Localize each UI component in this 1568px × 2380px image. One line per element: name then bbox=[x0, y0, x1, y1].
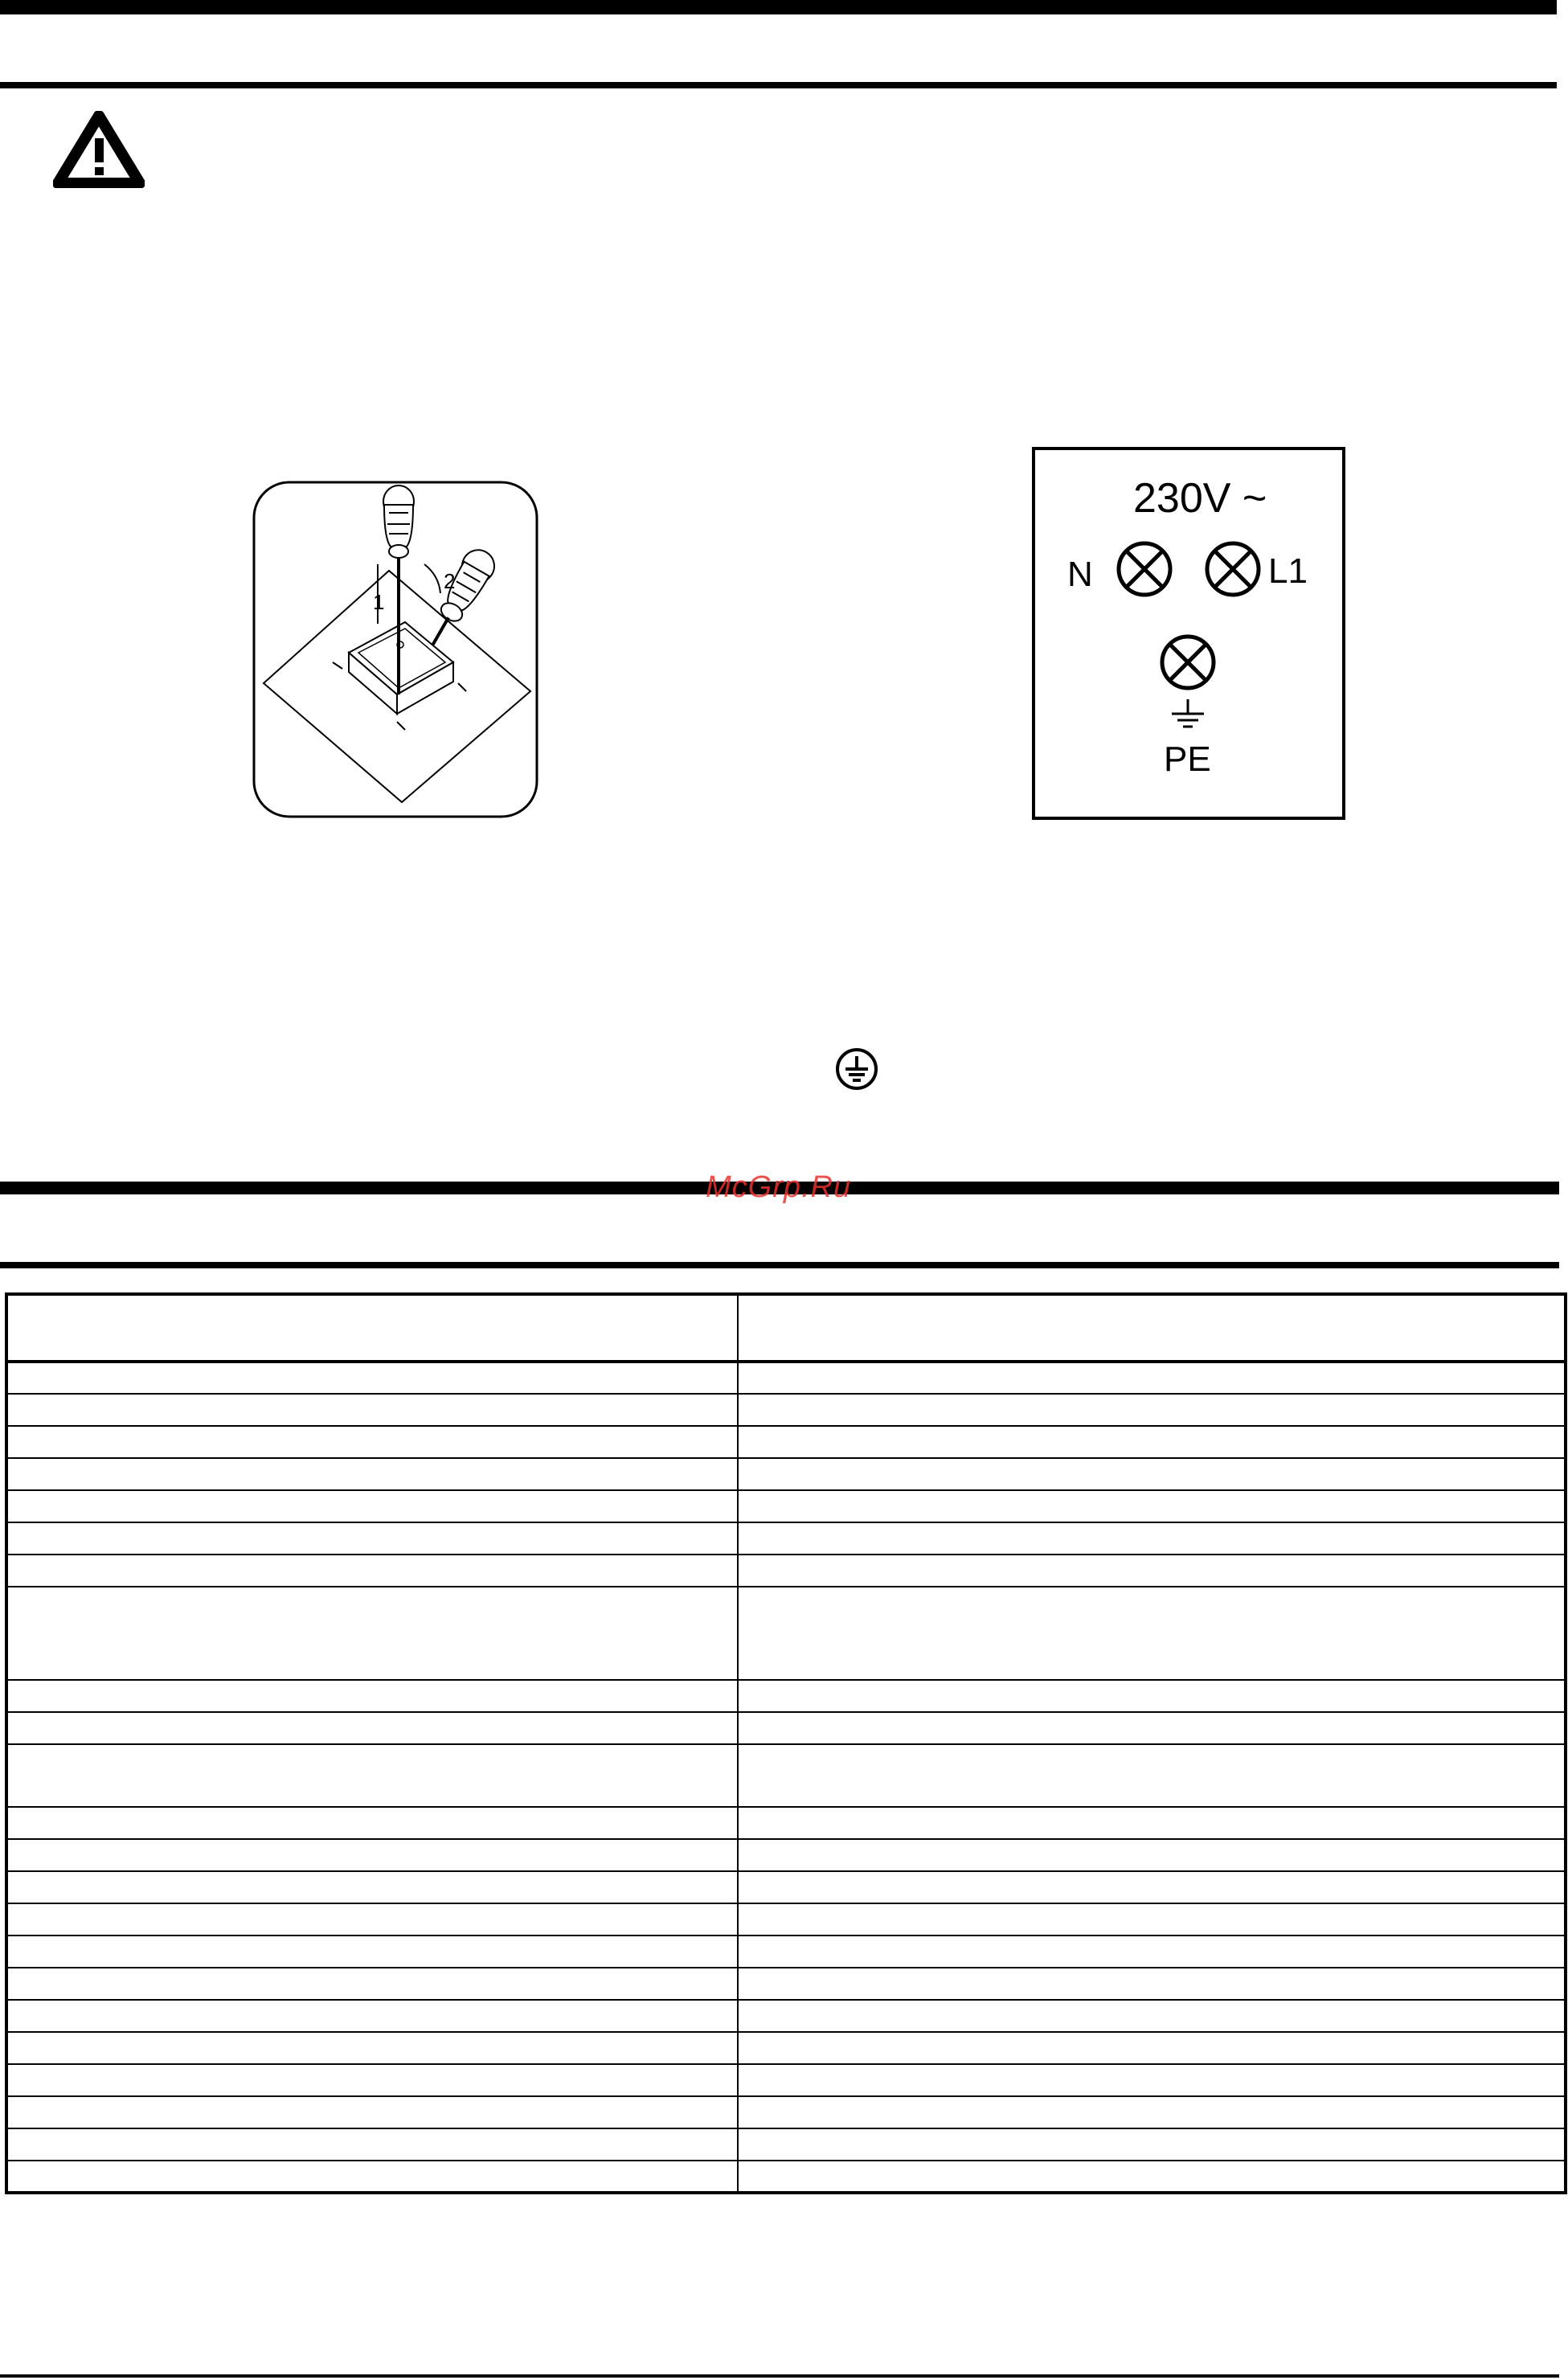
table-cell bbox=[738, 1936, 1566, 1968]
table-cell bbox=[738, 1490, 1566, 1522]
table-cell bbox=[6, 1903, 738, 1936]
illustration-step-1: 1 bbox=[373, 590, 385, 614]
table-row bbox=[6, 1522, 1566, 1555]
spec-table bbox=[5, 1292, 1567, 2194]
table-cell bbox=[738, 2064, 1566, 2096]
table-cell bbox=[738, 2128, 1566, 2161]
table-cell bbox=[6, 1936, 738, 1968]
table-cell bbox=[6, 1490, 738, 1522]
neutral-terminal-icon bbox=[1116, 540, 1173, 598]
table-row bbox=[6, 1587, 1566, 1680]
spec-table-body bbox=[6, 1294, 1566, 2193]
table-cell bbox=[6, 1744, 738, 1807]
table-row bbox=[6, 2128, 1566, 2161]
table-row bbox=[6, 2000, 1566, 2032]
table-cell bbox=[6, 2096, 738, 2128]
table-row bbox=[6, 1968, 1566, 2000]
table-cell bbox=[6, 1587, 738, 1680]
neutral-label: N bbox=[1067, 555, 1093, 594]
earth-label: PE bbox=[1164, 739, 1211, 779]
table-row bbox=[6, 2032, 1566, 2064]
table-cell bbox=[6, 1555, 738, 1587]
table-cell bbox=[738, 2000, 1566, 2032]
table-cell bbox=[6, 1362, 738, 1394]
table-cell bbox=[738, 1968, 1566, 2000]
table-cell bbox=[6, 1712, 738, 1744]
table-cell bbox=[6, 1522, 738, 1555]
header-rule bbox=[0, 82, 1557, 88]
table-cell bbox=[6, 2000, 738, 2032]
table-cell bbox=[6, 2064, 738, 2096]
table-cell bbox=[6, 2032, 738, 2064]
table-row bbox=[6, 2096, 1566, 2128]
table-row bbox=[6, 1839, 1566, 1871]
table-cell bbox=[738, 1458, 1566, 1490]
table-cell bbox=[6, 2161, 738, 2193]
table-cell bbox=[738, 2032, 1566, 2064]
table-row bbox=[6, 1903, 1566, 1936]
table-cell bbox=[738, 1903, 1566, 1936]
table-cell bbox=[738, 1712, 1566, 1744]
earth-terminal-icon bbox=[1159, 633, 1217, 691]
table-row bbox=[6, 1871, 1566, 1903]
table-row bbox=[6, 1936, 1566, 1968]
table-cell bbox=[6, 1394, 738, 1426]
table-row bbox=[6, 1680, 1566, 1712]
line-label: L1 bbox=[1268, 551, 1308, 591]
table-cell bbox=[738, 1522, 1566, 1555]
table-cell bbox=[6, 1968, 738, 2000]
table-row bbox=[6, 1490, 1566, 1522]
table-cell bbox=[6, 2128, 738, 2161]
table-row bbox=[6, 2161, 1566, 2193]
table-cell bbox=[738, 2161, 1566, 2193]
table-cell bbox=[6, 1458, 738, 1490]
table-row bbox=[6, 1426, 1566, 1458]
protective-earth-icon bbox=[834, 1047, 879, 1092]
table-row bbox=[6, 2064, 1566, 2096]
table-cell bbox=[738, 1587, 1566, 1680]
section-rule-bottom bbox=[0, 1262, 1559, 1268]
top-rule bbox=[0, 0, 1557, 14]
table-cell bbox=[738, 1362, 1566, 1394]
footer-rule bbox=[0, 2374, 1559, 2378]
line-terminal-icon bbox=[1204, 540, 1262, 598]
illustration-step-2: 2 bbox=[444, 569, 456, 593]
installation-illustration bbox=[252, 481, 538, 818]
table-row bbox=[6, 1458, 1566, 1490]
table-cell bbox=[738, 1871, 1566, 1903]
warning-icon bbox=[53, 111, 145, 188]
table-cell bbox=[6, 1680, 738, 1712]
table-cell bbox=[738, 1294, 1566, 1362]
table-row bbox=[6, 1712, 1566, 1744]
table-row bbox=[6, 1394, 1566, 1426]
table-header-row bbox=[6, 1294, 1566, 1362]
table-cell bbox=[738, 1744, 1566, 1807]
table-cell bbox=[6, 1807, 738, 1839]
table-row bbox=[6, 1362, 1566, 1394]
ground-symbol-icon bbox=[1167, 699, 1209, 731]
watermark: McGrp.Ru bbox=[706, 1170, 852, 1204]
table-cell bbox=[6, 1839, 738, 1871]
table-cell bbox=[738, 1680, 1566, 1712]
table-row bbox=[6, 1807, 1566, 1839]
table-cell bbox=[738, 1839, 1566, 1871]
wiring-diagram bbox=[1032, 447, 1345, 820]
voltage-label: 230V ~ bbox=[1133, 475, 1267, 522]
table-row bbox=[6, 1555, 1566, 1587]
table-cell bbox=[738, 2096, 1566, 2128]
table-cell bbox=[6, 1426, 738, 1458]
table-cell bbox=[738, 1555, 1566, 1587]
table-cell bbox=[738, 1426, 1566, 1458]
table-row bbox=[6, 1744, 1566, 1807]
table-cell bbox=[6, 1871, 738, 1903]
table-cell bbox=[738, 1807, 1566, 1839]
table-cell bbox=[6, 1294, 738, 1362]
table-cell bbox=[738, 1394, 1566, 1426]
